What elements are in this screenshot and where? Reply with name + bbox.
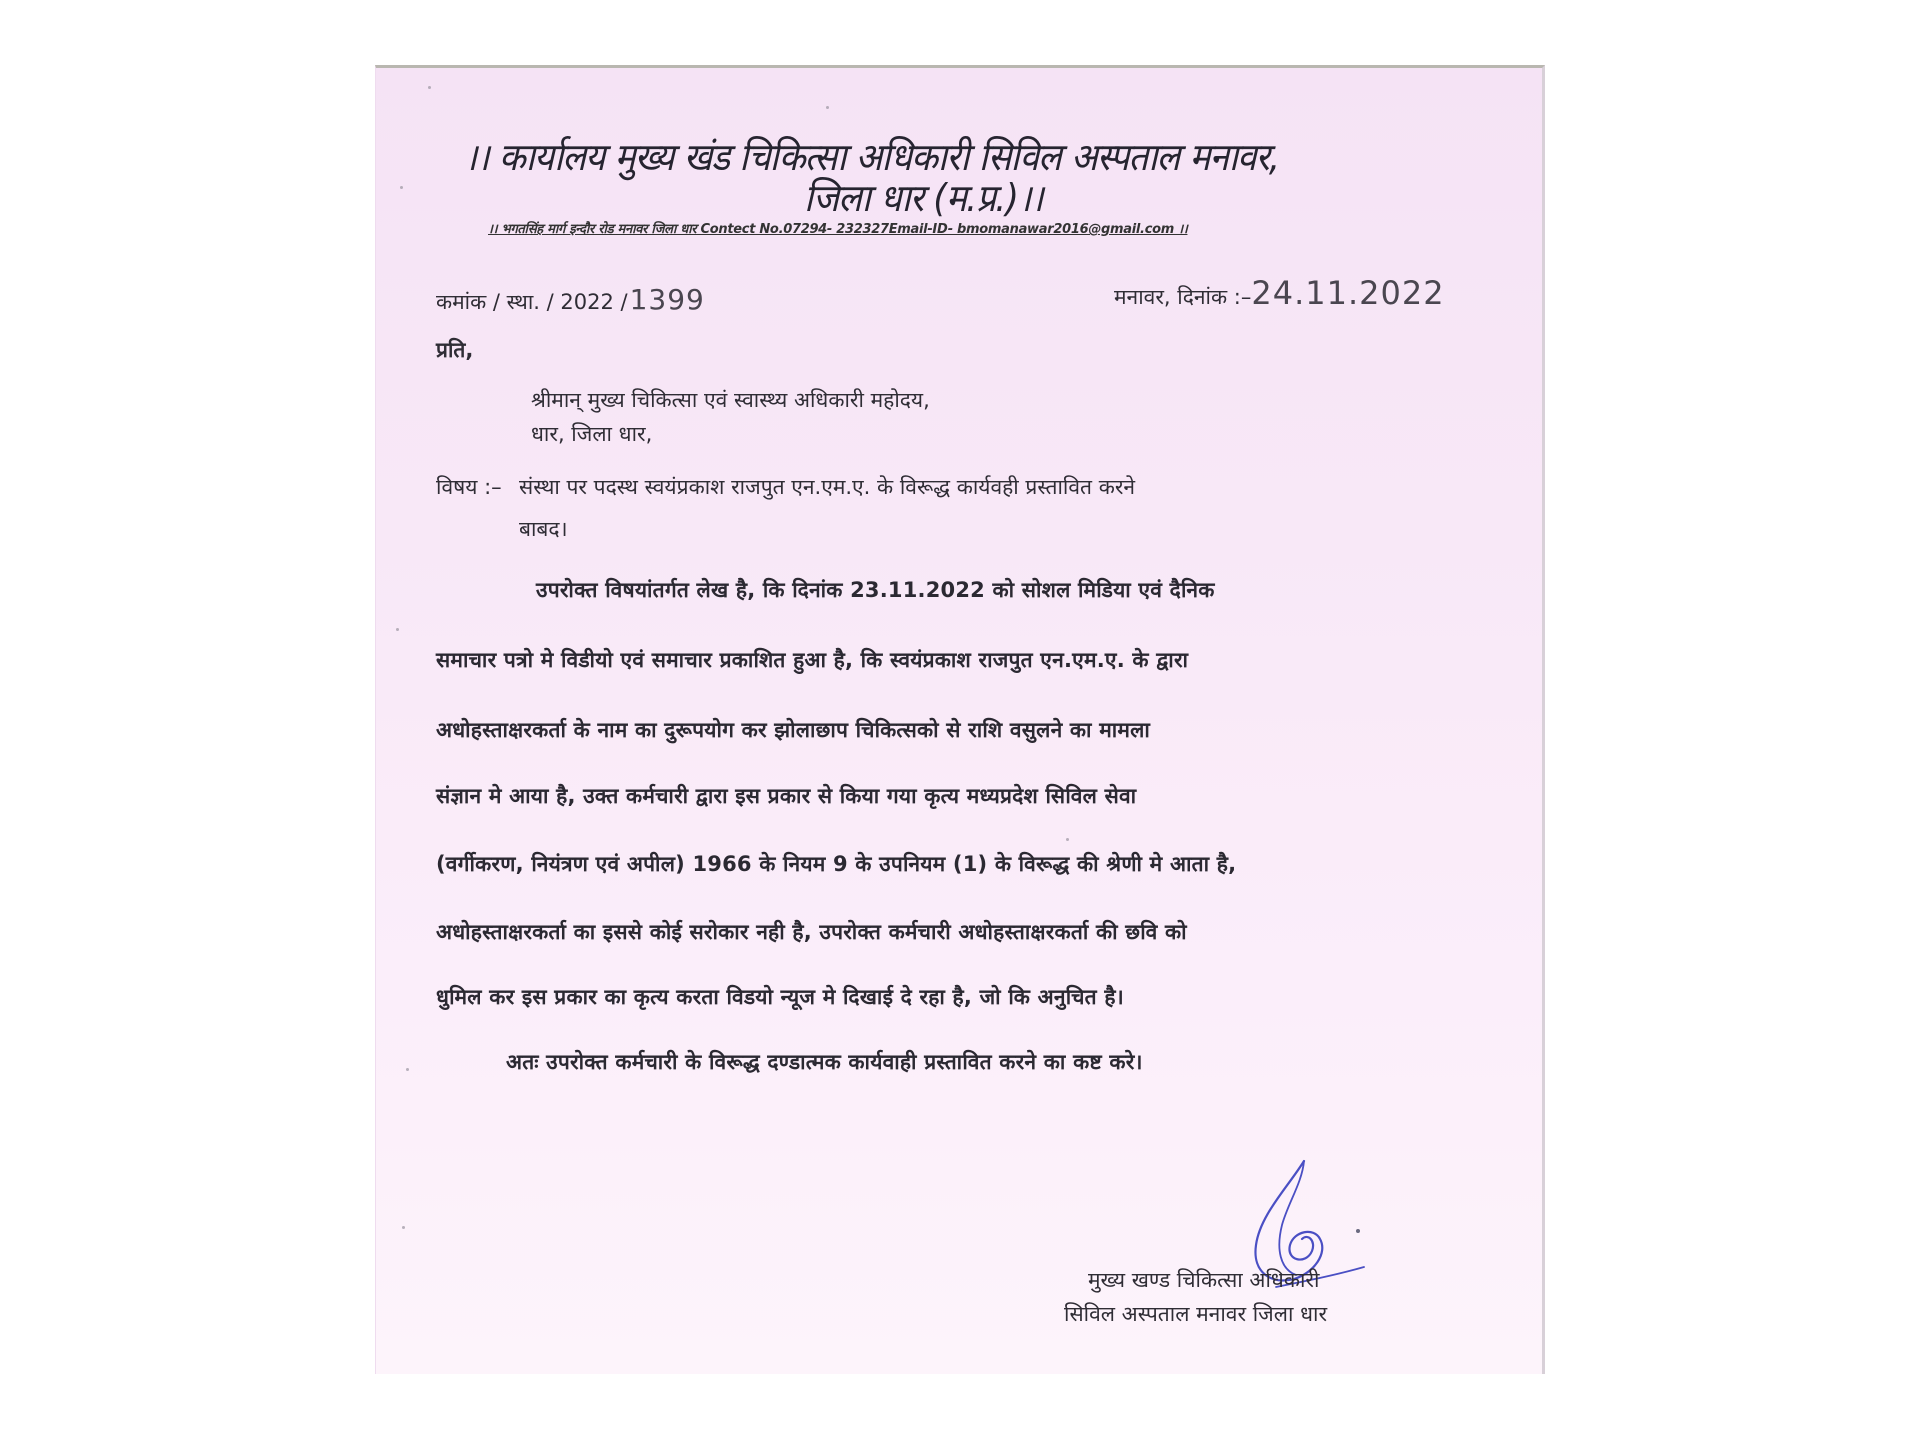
addressee-line1: श्रीमान् मुख्य चिकित्सा एवं स्वास्थ्य अधिकारी महोदय,: [531, 388, 930, 412]
letter-date: [1114, 274, 1445, 312]
reference-handwritten-number: 1399: [629, 283, 705, 316]
date-handwritten-value: 24.11.2022: [1251, 274, 1445, 312]
body-line: समाचार पत्रो मे विडीयो एवं समाचार प्रकाशित हुआ है, कि स्वयंप्रकाश राजपुत एन.एम.ए. के द्वारा: [436, 648, 1189, 672]
subject-line2: बाबद।: [519, 517, 568, 541]
subject-label: विषय :–: [436, 475, 502, 499]
scan-speck: [400, 186, 403, 189]
office-title-line1: ।। कार्यालय मुख्य खंड चिकित्सा अधिकारी सिविल अस्पताल मनावर,: [464, 135, 1280, 179]
scan-speck: [406, 1068, 409, 1071]
signatory-designation-line2: सिविल अस्पताल मनावर जिला धार: [1064, 1302, 1328, 1326]
body-line: संज्ञान मे आया है, उक्त कर्मचारी द्वारा इस प्रकार से किया गया कृत्य मध्यप्रदेश सिविल सेवा: [436, 784, 1137, 808]
addressee-line2: धार, जिला धार,: [531, 422, 653, 446]
body-line: उपरोक्त विषयांतर्गत लेख है, कि दिनांक 23.11.2022 को सोशल मिडिया एवं दैनिक: [536, 578, 1215, 602]
subject-line1: संस्था पर पदस्थ स्वयंप्रकाश राजपुत एन.एम.ए. के विरूद्ध कार्यवही प्रस्तावित करने: [519, 475, 1136, 499]
scan-speck: [1066, 838, 1069, 841]
body-line: अधोहस्ताक्षरकर्ता का इससे कोई सरोकार नही है, उपरोक्त कर्मचारी अधोहस्ताक्षरकर्ता की छवि को: [436, 920, 1187, 944]
to-label: प्रति,: [436, 338, 474, 362]
scan-speck: [428, 86, 431, 89]
body-line: (वर्गीकरण, नियंत्रण एवं अपील) 1966 के नियम 9 के उपनियम (1) के विरूद्ध की श्रेणी मे आता है,: [436, 852, 1237, 876]
reference-number: [436, 283, 705, 316]
body-line: धुमिल कर इस प्रकार का कृत्य करता विडयो न्यूज मे दिखाई दे रहा है, जो कि अनुचित है।: [436, 985, 1124, 1009]
closing-line: अतः उपरोक्त कर्मचारी के विरूद्ध दण्डात्मक कार्यवाही प्रस्तावित करने का कष्ट करे।: [506, 1050, 1143, 1074]
body-line: अधोहस्ताक्षरकर्ता के नाम का दुरूपयोग कर झोलाछाप चिकित्सको से राशि वसुलने का मामला: [436, 718, 1151, 742]
reference-label: कमांक / स्था. / 2022 /: [436, 290, 628, 314]
office-address-line: ।। भगतसिंह मार्ग इन्दौर रोड मनावर जिला धार Contect No.07294- 232327Email-ID- bmomanawar2016@gmail.com ।।: [488, 222, 1188, 237]
scan-speck: [396, 628, 399, 631]
scan-speck: [402, 1226, 405, 1229]
date-label: मनावर, दिनांक :–: [1114, 285, 1252, 309]
office-title-line2: जिला धार (म.प्र.)।।: [804, 176, 1043, 220]
signatory-designation-line1: मुख्य खण्ड चिकित्सा अधिकारी: [1088, 1268, 1320, 1292]
scanned-letter-page: [375, 65, 1545, 1374]
scan-speck: [826, 106, 829, 109]
